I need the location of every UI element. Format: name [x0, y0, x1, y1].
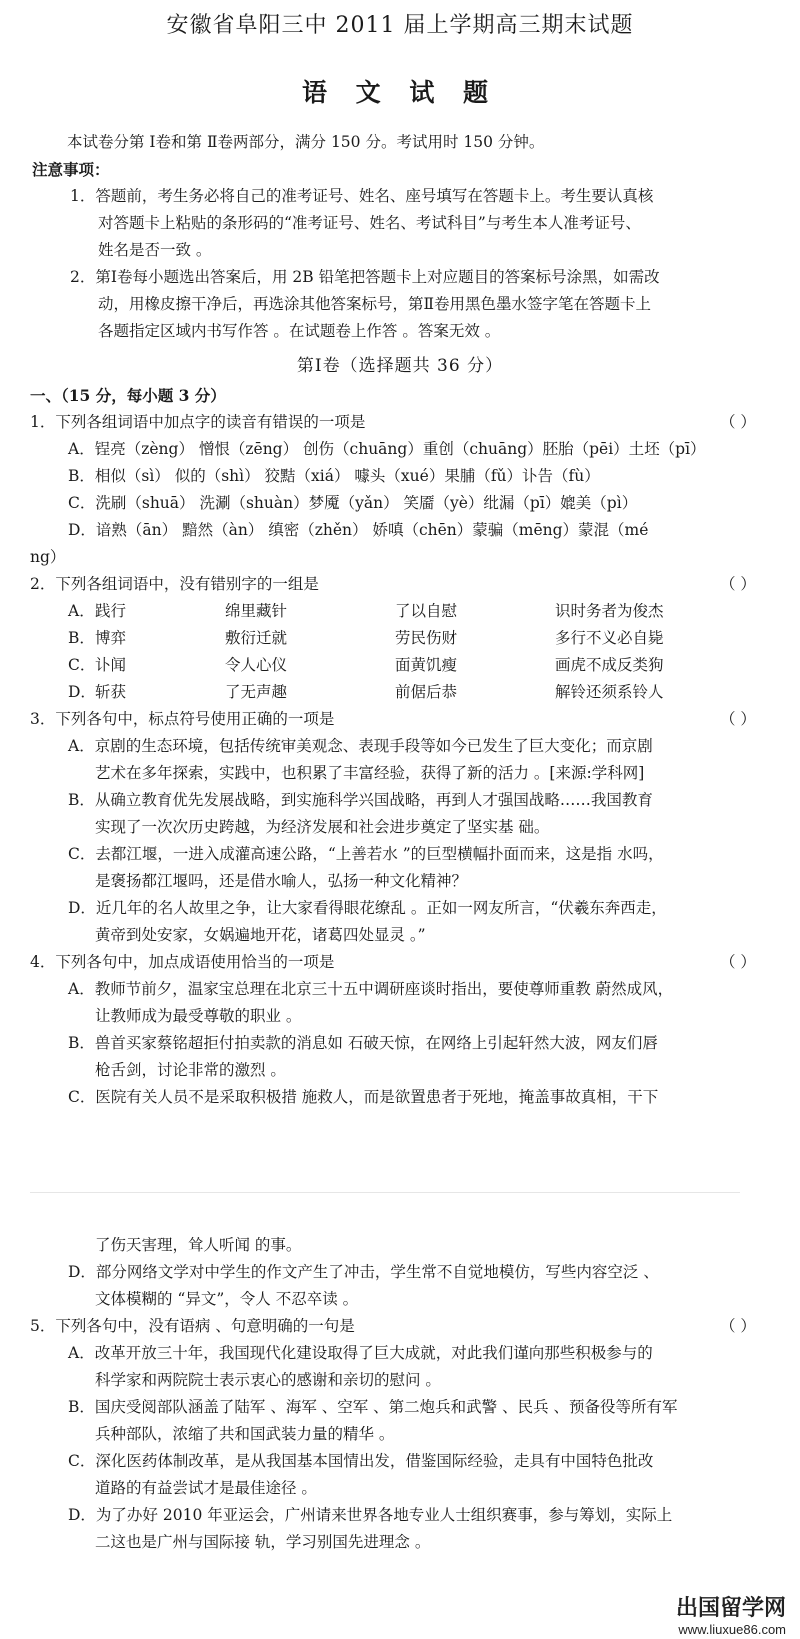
q5-option-d	[68, 1502, 800, 1556]
q1-option-a: A．锃亮（zèng） 憎恨（zēng） 创伤（chuāng）重创（chuāng）胚胎（pēi）土坯（pī）	[68, 440, 706, 458]
exam-intro: 本试卷分第 Ⅰ卷和第 Ⅱ卷两部分，满分 150 分。考试用时 150 分钟。	[67, 133, 545, 151]
q1-option-d: D．谙熟（ān） 黯然（àn） 缜密（zhěn） 娇嗔（chēn）蒙骗（mēng）蒙混（mé	[68, 521, 649, 539]
q4-option-a	[68, 976, 800, 1030]
notes-heading: 注意事项：	[32, 160, 110, 179]
q2-cell: 劳民伤财	[395, 629, 458, 647]
q2-cell: D．	[68, 683, 96, 701]
q4-option-c-continued	[68, 1232, 800, 1259]
q4-option-b	[68, 1030, 800, 1084]
option-line: B．兽首买家蔡铭超拒付拍卖款的消息如 石破天惊，在网络上引起轩然大波，网友们唇	[68, 1034, 658, 1052]
option-line: 枪舌剑，讨论非常的激烈 。	[95, 1061, 286, 1079]
page-continuation	[0, 1232, 800, 1556]
q1-option-d-wrap: ng）	[30, 548, 66, 566]
answer-paren: （ ）	[720, 413, 756, 431]
note-line: 2．第Ⅰ卷每小题选出答案后，用 2B 铅笔把答题卡上对应题目的答案标号涂黑，如需改	[70, 268, 660, 286]
q2-options-grid	[68, 598, 800, 706]
q5-option-a	[68, 1340, 800, 1394]
q5-option-c	[68, 1448, 800, 1502]
volume-1-heading: 第Ⅰ卷（选择题共 36 分）	[296, 356, 504, 376]
note-item-1	[70, 183, 800, 264]
site-watermark	[676, 1591, 786, 1637]
question-text: 2．下列各组词语中，没有错别字的一组是	[30, 575, 319, 593]
question-1-stem	[30, 409, 800, 436]
note-line: 姓名是否一致 。	[98, 241, 212, 259]
q1-option-c: C．洗刷（shuā） 洗涮（shuàn）梦魇（yǎn） 笑靥（yè）纰漏（pī）媲美（pì）	[68, 494, 638, 512]
q3-option-b	[68, 787, 800, 841]
q5-option-b	[68, 1394, 800, 1448]
q2-cell: 前倨后恭	[395, 683, 458, 701]
q4-option-d	[68, 1259, 800, 1313]
note-line: 动，用橡皮擦干净后，再选涂其他答案标号，第Ⅱ卷用黑色墨水签字笔在答题卡上	[98, 295, 652, 313]
option-line: 实现了一次次历史跨越，为经济发展和社会进步奠定了坚实基 础。	[95, 818, 550, 836]
q2-cell: 解铃还须系铃人	[555, 683, 664, 701]
option-line: C．医院有关人员不是采取积极措 施救人，而是欲置患者于死地，掩盖事故真相，干下	[68, 1088, 659, 1106]
option-line: A．京剧的生态环境，包括传统审美观念、表现手段等如今已发生了巨大变化；而京剧	[68, 737, 653, 755]
q2-cell: 了无声趣	[225, 683, 288, 701]
watermark-url: www.liuxue86.com	[678, 1622, 786, 1637]
note-line: 对答题卡上粘贴的条形码的“准考证号、姓名、考试科目”与考生本人准考证号、	[98, 214, 641, 232]
q3-option-d	[68, 895, 800, 949]
option-line: D．为了办好 2010 年亚运会，广州请来世界各地专业人士组织赛事，参与筹划，实际上	[68, 1506, 673, 1524]
q2-cell: A．	[68, 602, 95, 620]
q2-cell: 画虎不成反类狗	[555, 656, 664, 674]
answer-paren: （ ）	[720, 953, 756, 971]
option-line: 让教师成为最受尊敬的职业 。	[95, 1007, 302, 1025]
option-line: 了伤天害理，耸人听闻 的事。	[95, 1236, 302, 1254]
q2-cell: 讣闻	[95, 656, 127, 674]
q2-cell: 敷衍迁就	[225, 629, 288, 647]
question-text: 1．下列各组词语中加点字的读音有错误的一项是	[30, 413, 366, 431]
note-line: 各题指定区域内书写作答 。在试题卷上作答 。答案无效 。	[98, 322, 501, 340]
q2-cell: 多行不义必自毙	[555, 629, 664, 647]
question-text: 5．下列各句中，没有语病 、句意明确的一句是	[30, 1317, 355, 1335]
note-item-2	[70, 264, 800, 345]
q2-cell: 绵里藏针	[225, 602, 288, 620]
q2-cell: 践行	[95, 602, 127, 620]
watermark-text: 出国留学网	[675, 1595, 786, 1620]
option-line: B．从确立教育优先发展战略，到实施科学兴国战略，再到人才强国战略……我国教育	[68, 791, 653, 809]
option-line: D．近几年的名人故里之争，让大家看得眼花缭乱 。正如一网友所言，“伏羲东奔西走，	[68, 899, 667, 917]
option-line: 文体模糊的 “异文”，令人 不忍卒读 。	[95, 1290, 359, 1308]
answer-paren: （ ）	[720, 575, 756, 593]
answer-paren: （ ）	[720, 1317, 756, 1335]
option-line: 黄帝到处安家，女娲遍地开花，诸葛四处显灵 。”	[95, 926, 426, 944]
note-line: 1．答题前，考生务必将自己的准考证号、姓名、座号填写在答题卡上。考生要认真核	[70, 187, 654, 205]
q2-cell: B．	[68, 629, 95, 647]
question-2-stem	[30, 571, 800, 598]
option-line: 科学家和两院院士表示衷心的感谢和亲切的慰问 。	[95, 1371, 441, 1389]
q1-option-b: B．相似（sì） 似的（shì） 狡黠（xiá） 噱头（xué）果脯（fǔ）讣告（fù）	[68, 467, 600, 485]
question-4-stem	[30, 949, 800, 976]
page-break-divider	[30, 1192, 740, 1193]
question-5-stem	[30, 1313, 800, 1340]
q3-option-a	[68, 733, 800, 787]
option-line: C．深化医药体制改革，是从我国基本国情出发，借鉴国际经验，走具有中国特色批改	[68, 1452, 654, 1470]
q2-cell: 令人心仪	[225, 656, 288, 674]
q2-cell: 斩获	[95, 683, 127, 701]
option-line: 是褒扬都江堰吗，还是借水喻人，弘扬一种文化精神？	[95, 872, 468, 890]
option-line: 二这也是广州与国际接 轨，学习别国先进理念 。	[95, 1533, 431, 1551]
option-line: 兵种部队，浓缩了共和国武装力量的精华 。	[95, 1425, 395, 1443]
option-line: C．去都江堰，一进入成灌高速公路，“上善若水 ”的巨型横幅扑面而来，这是指 水吗，	[68, 845, 664, 863]
question-3-stem	[30, 706, 800, 733]
exam-subject-title: 语 文 试 题	[301, 78, 499, 107]
q2-cell: C．	[68, 656, 96, 674]
exam-header-title: 安徽省阜阳三中 2011 届上学期高三期末试题	[166, 13, 634, 38]
option-line: D．部分网络文学对中学生的作文产生了冲击，学生常不自觉地模仿，写些内容空泛 、	[68, 1263, 659, 1281]
q4-option-c	[68, 1084, 800, 1111]
question-text: 3．下列各句中，标点符号使用正确的一项是	[30, 710, 335, 728]
option-line: A．改革开放三十年，我国现代化建设取得了巨大成就，对此我们谨向那些积极参与的	[68, 1344, 653, 1362]
q2-cell: 博弈	[95, 629, 127, 647]
section-1-heading: 一、（15 分，每小题 3 分）	[30, 386, 226, 405]
option-line: A．教师节前夕，温家宝总理在北京三十五中调研座谈时指出，要使尊师重教 蔚然成风，	[68, 980, 674, 998]
answer-paren: （ ）	[720, 710, 756, 728]
option-line: 艺术在多年探索，实践中，也积累了丰富经验，获得了新的活力 。[来源:学科网]	[95, 764, 645, 782]
q2-cell: 面黄饥瘦	[395, 656, 458, 674]
option-line: B．国庆受阅部队涵盖了陆军 、海军 、空军 、第二炮兵和武警 、民兵 、预备役等所有军	[68, 1398, 678, 1416]
q3-option-c	[68, 841, 800, 895]
option-line: 道路的有益尝试才是最佳途径 。	[95, 1479, 317, 1497]
q2-cell: 识时务者为俊杰	[555, 602, 664, 620]
question-text: 4．下列各句中，加点成语使用恰当的一项是	[30, 953, 335, 971]
q2-cell: 了以自慰	[395, 602, 458, 620]
